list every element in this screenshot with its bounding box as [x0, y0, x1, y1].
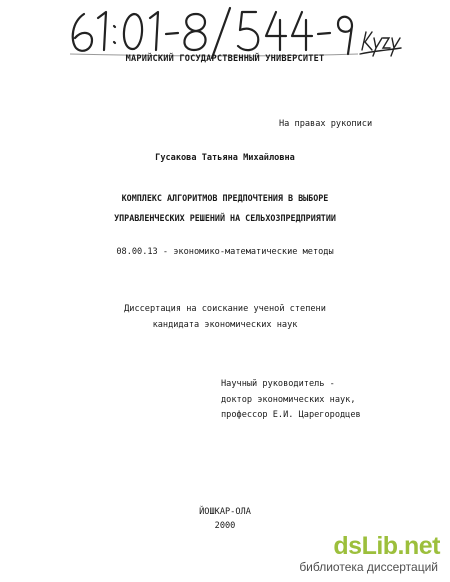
- advisor-line-3: профессор Е.И. Царегородцев: [221, 410, 361, 420]
- year: 2000: [214, 521, 236, 531]
- watermark-subtitle: библиотека диссертаций: [299, 560, 438, 574]
- author-name: Гусакова Татьяна Михайловна: [155, 153, 295, 163]
- degree-statement-line-2: кандидата экономических наук: [152, 320, 298, 330]
- advisor-line-2: доктор экономических наук,: [221, 395, 356, 405]
- handwritten-number-drawing: [62, 4, 402, 60]
- dslib-watermark[interactable]: [265, 532, 440, 576]
- degree-statement-line-1: Диссертация на соискание ученой степени: [124, 304, 326, 314]
- city: ЙОШКАР-ОЛА: [199, 507, 251, 517]
- university-name: МАРИЙСКИЙ ГОСУДАРСТВЕННЫЙ УНИВЕРСИТЕТ: [125, 54, 325, 64]
- thesis-title-line-1: КОМПЛЕКС АЛГОРИТМОВ ПРЕДПОЧТЕНИЯ В ВЫБОРЕ: [121, 193, 329, 203]
- handwritten-catalog-number: [62, 4, 402, 60]
- watermark-logo: dsLib.net: [333, 532, 440, 560]
- specialty-code: 08.00.13 - экономико-математические методы: [116, 247, 334, 257]
- manuscript-rights-note: На правах рукописи: [279, 119, 373, 129]
- advisor-line-1: Научный руководитель -: [221, 379, 335, 389]
- thesis-title-line-2: УПРАВЛЕНЧЕСКИХ РЕШЕНИЙ НА СЕЛЬХОЗПРЕДПРИЯТИИ: [114, 213, 336, 223]
